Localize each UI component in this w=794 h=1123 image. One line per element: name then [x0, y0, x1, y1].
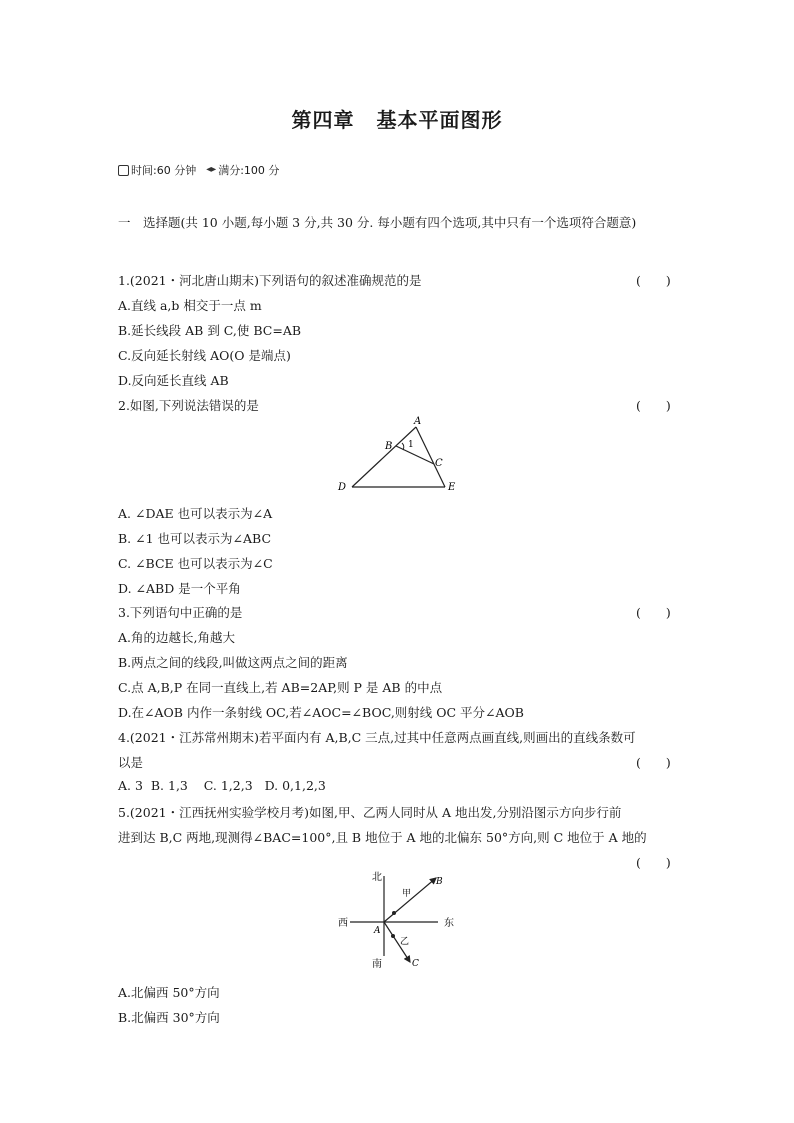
- label-C: C: [412, 959, 419, 969]
- page-title: [0, 104, 794, 133]
- q1-stem: 1.(2021・河北唐山期末)下列语句的叙述准确规范的是: [118, 273, 422, 288]
- chapter-number: 第四章: [291, 108, 355, 132]
- label-E: E: [448, 482, 456, 493]
- q4-stem-line1: 4.(2021・江苏常州期末)若平面内有 A,B,C 三点,过其中任意两点画直线,则画出的直线条数可: [118, 730, 636, 745]
- exam-meta: [118, 162, 279, 178]
- label-A: A: [374, 926, 381, 936]
- q4-options: A. 3 B. 1,3 C. 1,2,3 D. 0,1,2,3: [118, 778, 326, 793]
- q5-stem-line2: 进到达 B,C 两地,现测得∠BAC=100°,且 B 地位于 A 地的北偏东 50°方向,则 C 地位于 A 地的: [118, 830, 647, 845]
- person-yi-dot: [391, 934, 395, 938]
- person-jia-dot: [392, 911, 396, 915]
- ray-AB: [384, 878, 436, 922]
- clock-icon: [118, 165, 129, 176]
- label-yi: 乙: [400, 937, 410, 947]
- time-limit: 时间:60 分钟: [131, 164, 197, 177]
- q1-option-d: D.反向延长直线 AB: [118, 373, 229, 388]
- full-score: 满分:100 分: [218, 164, 280, 177]
- q3-option-b: B.两点之间的线段,叫做这两点之间的距离: [118, 655, 348, 670]
- q3-option-d: D.在∠AOB 内作一条射线 OC,若∠AOC=∠BOC,则射线 OC 平分∠AOB: [118, 705, 524, 720]
- q2-triangle-figure: [330, 410, 470, 495]
- q3-answer-blank: ( ): [636, 605, 671, 620]
- q3-option-c: C.点 A,B,P 在同一直线上,若 AB=2AP,则 P 是 AB 的中点: [118, 680, 443, 695]
- q1-option-a: A.直线 a,b 相交于一点 m: [118, 298, 262, 313]
- q5-answer-blank: ( ): [636, 855, 671, 870]
- q5-compass-figure: [330, 866, 465, 971]
- label-C: C: [435, 458, 443, 469]
- label-south: 南: [372, 959, 382, 970]
- q2-option-a: A. ∠DAE 也可以表示为∠A: [118, 506, 273, 521]
- label-west: 西: [338, 918, 348, 929]
- label-B: B: [436, 877, 443, 887]
- q2-option-d: D. ∠ABD 是一个平角: [118, 581, 241, 596]
- q1-answer-blank: ( ): [636, 273, 671, 288]
- q5-stem-line1: 5.(2021・江西抚州实验学校月考)如图,甲、乙两人同时从 A 地出发,分别沿图示方向步行前: [118, 805, 622, 820]
- q2-stem: 2.如图,下列说法错误的是: [118, 398, 259, 413]
- q5-option-b: B.北偏西 30°方向: [118, 1010, 220, 1025]
- q1-option-b: B.延长线段 AB 到 C,使 BC=AB: [118, 323, 302, 338]
- chapter-name: 基本平面图形: [376, 108, 503, 132]
- q2-answer-blank: ( ): [636, 398, 671, 413]
- label-A: A: [414, 416, 422, 427]
- label-north: 北: [372, 872, 382, 883]
- label-jia: 甲: [402, 889, 412, 899]
- graduation-cap-icon: [206, 167, 216, 173]
- q3-option-a: A.角的边越长,角越大: [118, 630, 235, 645]
- label-east: 东: [444, 918, 454, 929]
- label-D: D: [338, 482, 347, 493]
- line-DA: [352, 427, 416, 487]
- q5-option-a: A.北偏西 50°方向: [118, 985, 220, 1000]
- q3-stem: 3.下列语句中正确的是: [118, 605, 243, 620]
- section-heading: 一 选择题(共 10 小题,每小题 3 分,共 30 分. 每小题有四个选项,其中只有一个选项符合题意): [118, 215, 637, 230]
- q2-option-c: C. ∠BCE 也可以表示为∠C: [118, 556, 273, 571]
- label-angle-1: 1: [408, 440, 414, 450]
- q4-answer-blank: ( ): [636, 755, 671, 770]
- line-BC: [396, 446, 434, 464]
- label-B: B: [385, 441, 393, 452]
- q1-option-c: C.反向延长射线 AO(O 是端点): [118, 348, 291, 363]
- q2-option-b: B. ∠1 也可以表示为∠ABC: [118, 531, 272, 546]
- q4-stem-line2: 以是: [118, 755, 144, 770]
